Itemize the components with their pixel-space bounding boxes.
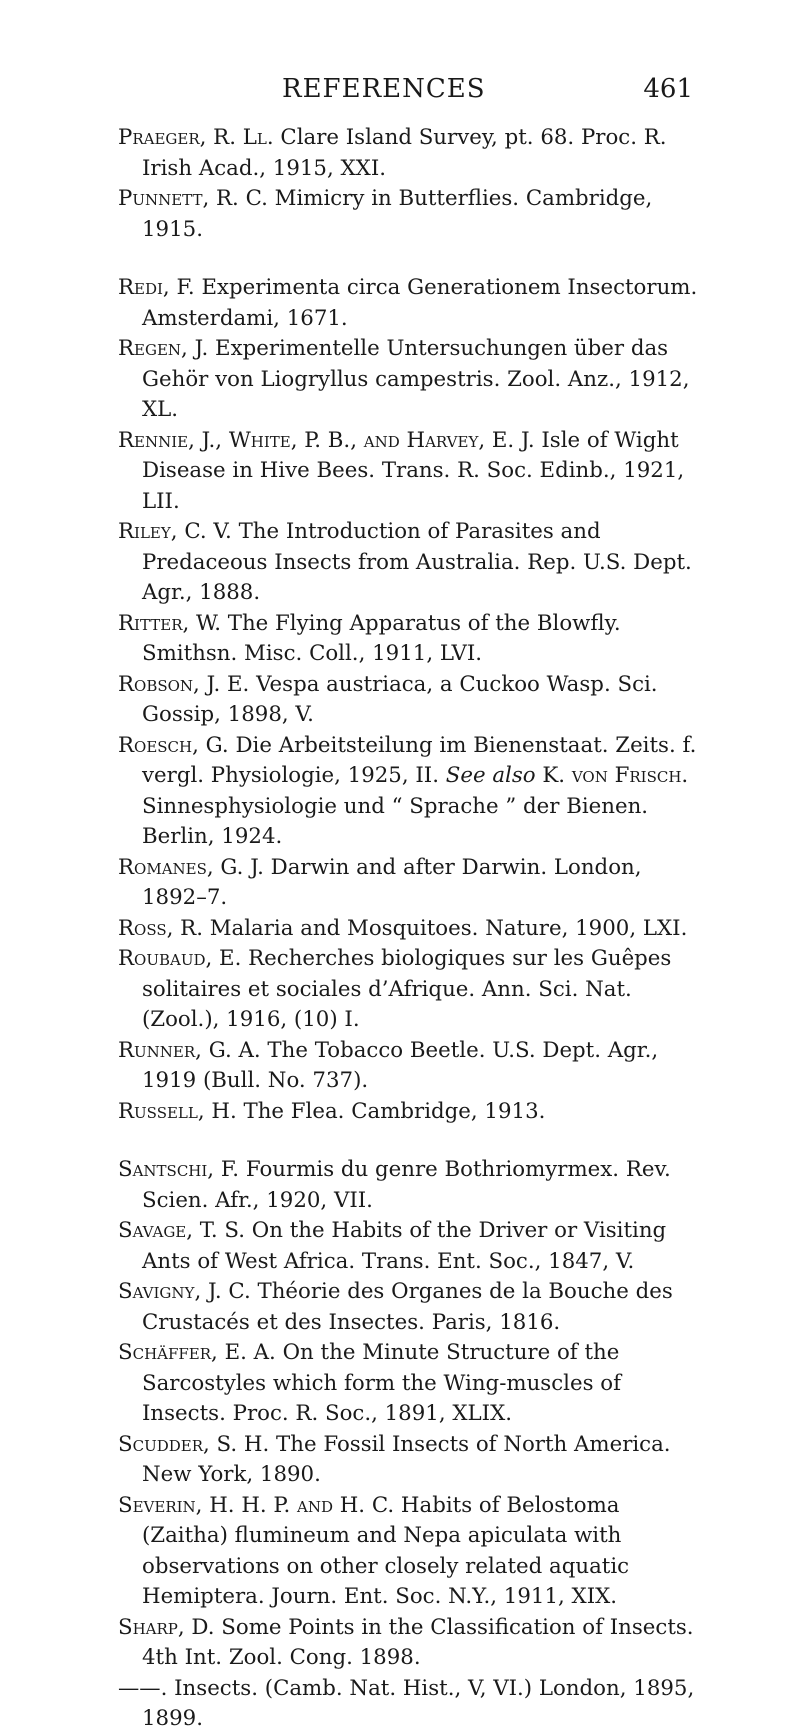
reference-author: Regen, J. <box>118 336 209 361</box>
ditto-dash: ——. <box>118 1675 168 1701</box>
reference-entry <box>118 1613 698 1674</box>
reference-text: The Flea. Cambridge, 1913. <box>236 1098 546 1124</box>
reference-author: Runner, G. A. <box>118 1037 261 1063</box>
reference-author: Savigny, J. C. <box>118 1279 251 1304</box>
reference-text: Vespa austriaca, a Cuckoo Wasp. Sci. Gossip, 1898, V. <box>142 671 658 727</box>
reference-list <box>118 123 698 1735</box>
reference-author: Robson, J. E. <box>118 671 250 697</box>
reference-text: Habits of Belostoma (Zaitha) flumineum and Nepa apiculata with observations on other closely related aquatic Hemiptera. Journ. Ent. Soc. N.Y., 1911, XIX. <box>142 1492 630 1609</box>
reference-text: The Introduction of Parasites and Predaceous Insects from Australia. Rep. U.S. Dept. Agr., 1888. <box>142 519 692 605</box>
reference-text: On the Minute Structure of the Sarcostyles which form the Wing-muscles of Insects. Proc. R. Soc., 1891, XLIX. <box>142 1340 621 1426</box>
reference-entry <box>118 609 698 670</box>
reference-entry <box>118 1097 698 1128</box>
reference-entry <box>118 517 698 609</box>
reference-entry <box>118 426 698 518</box>
reference-entry <box>118 914 698 945</box>
reference-author: Severin, H. H. P. and H. C. <box>118 1492 395 1518</box>
reference-text: The Tobacco Beetle. U.S. Dept. Agr., 1919 (Bull. No. 737). <box>142 1037 659 1093</box>
reference-text: Recherches biologiques sur les Guêpes solitaires et sociales d’Afrique. Ann. Sci. Nat. (Zool.), 1916, (10) I. <box>142 946 672 1032</box>
reference-entry <box>118 1430 698 1491</box>
reference-entry <box>118 184 698 245</box>
reference-text-secondary: Sinnesphysiologie und “ Sprache ” der Bienen. Berlin, 1924. <box>142 793 649 849</box>
reference-text: The Fossil Insects of North America. New York, 1890. <box>142 1431 671 1487</box>
page-header <box>0 74 800 114</box>
reference-entry <box>118 1216 698 1277</box>
reference-text: Isle of Wight Disease in Hive Bees. Trans. R. Soc. Edinb., 1921, LII. <box>142 427 685 514</box>
reference-author: Redi, F. <box>118 275 195 300</box>
reference-text: Experimentelle Untersuchungen über das Gehör von Liogryllus campestris. Zool. Anz., 1912, XL. <box>142 336 690 422</box>
reference-entry <box>118 944 698 1036</box>
reference-entry <box>118 853 698 914</box>
reference-text: Some Points in the Classification of Insects. 4th Int. Zool. Cong. 1898. <box>142 1614 694 1670</box>
reference-author: Santschi, F. <box>118 1157 240 1182</box>
reference-text: Malaria and Mosquitoes. Nature, 1900, LXI. <box>202 915 688 941</box>
reference-author: Riley, C. V. <box>118 519 232 544</box>
page-number: 461 <box>643 74 693 104</box>
reference-entry <box>118 273 698 334</box>
reference-entry <box>118 1155 698 1216</box>
reference-text: Mimicry in Butterflies. Cambridge, 1915. <box>142 186 653 242</box>
reference-author: Ross, R. <box>118 915 203 941</box>
reference-text: Fourmis du genre Bothriomyrmex. Rev. Scien. Afr., 1920, VII. <box>142 1157 671 1213</box>
reference-author: Russell, H. <box>118 1098 237 1124</box>
reference-author: Ritter, W. <box>118 610 221 636</box>
reference-author: Punnett, R. C. <box>118 186 268 211</box>
see-also-note: See also <box>445 763 536 788</box>
running-title: REFERENCES <box>282 74 486 104</box>
reference-text: Experimenta circa Generationem Insectorum. Amsterdami, 1671. <box>142 275 698 331</box>
reference-author: Roesch, G. <box>118 732 229 758</box>
reference-author: Rennie, J., White, P. B., and Harvey, E. J. <box>118 427 535 453</box>
reference-entry <box>118 123 698 184</box>
reference-text: Darwin and after Darwin. London, 1892–7. <box>142 854 642 910</box>
reference-text: Théorie des Organes de la Bouche des Crustacés et des Insectes. Paris, 1816. <box>142 1279 673 1335</box>
reference-entry <box>118 1674 698 1735</box>
reference-entry <box>118 1491 698 1613</box>
reference-text: Die Arbeitsteilung im Bienenstaat. Zeits. f. vergl. Physiologie, 1925, II. <box>142 732 697 788</box>
reference-author-secondary: K. von Frisch. <box>542 763 689 788</box>
reference-author: Scudder, S. H. <box>118 1431 270 1457</box>
reference-entry <box>118 731 698 853</box>
reference-author: Schäffer, E. A. <box>118 1340 276 1365</box>
reference-entry <box>118 670 698 731</box>
reference-text: On the Habits of the Driver or Visiting Ants of West Africa. Trans. Ent. Soc., 1847, V. <box>142 1218 667 1274</box>
reference-entry <box>118 334 698 426</box>
reference-entry <box>118 1338 698 1430</box>
reference-text: Clare Island Survey, pt. 68. Proc. R. Irish Acad., 1915, XXI. <box>142 125 667 181</box>
reference-entry <box>118 1277 698 1338</box>
reference-author: Praeger, R. Ll. <box>118 125 274 150</box>
reference-author: Roubaud, E. <box>118 946 242 971</box>
reference-text: Insects. (Camb. Nat. Hist., V, VI.) London, 1895, 1899. <box>142 1675 695 1731</box>
reference-author: Savage, T. S. <box>118 1218 246 1243</box>
reference-author: Romanes, G. J. <box>118 854 264 880</box>
reference-entry <box>118 1036 698 1097</box>
reference-text: The Flying Apparatus of the Blowfly. Smithsn. Misc. Coll., 1911, LVI. <box>142 610 621 666</box>
reference-author: Sharp, D. <box>118 1614 215 1640</box>
